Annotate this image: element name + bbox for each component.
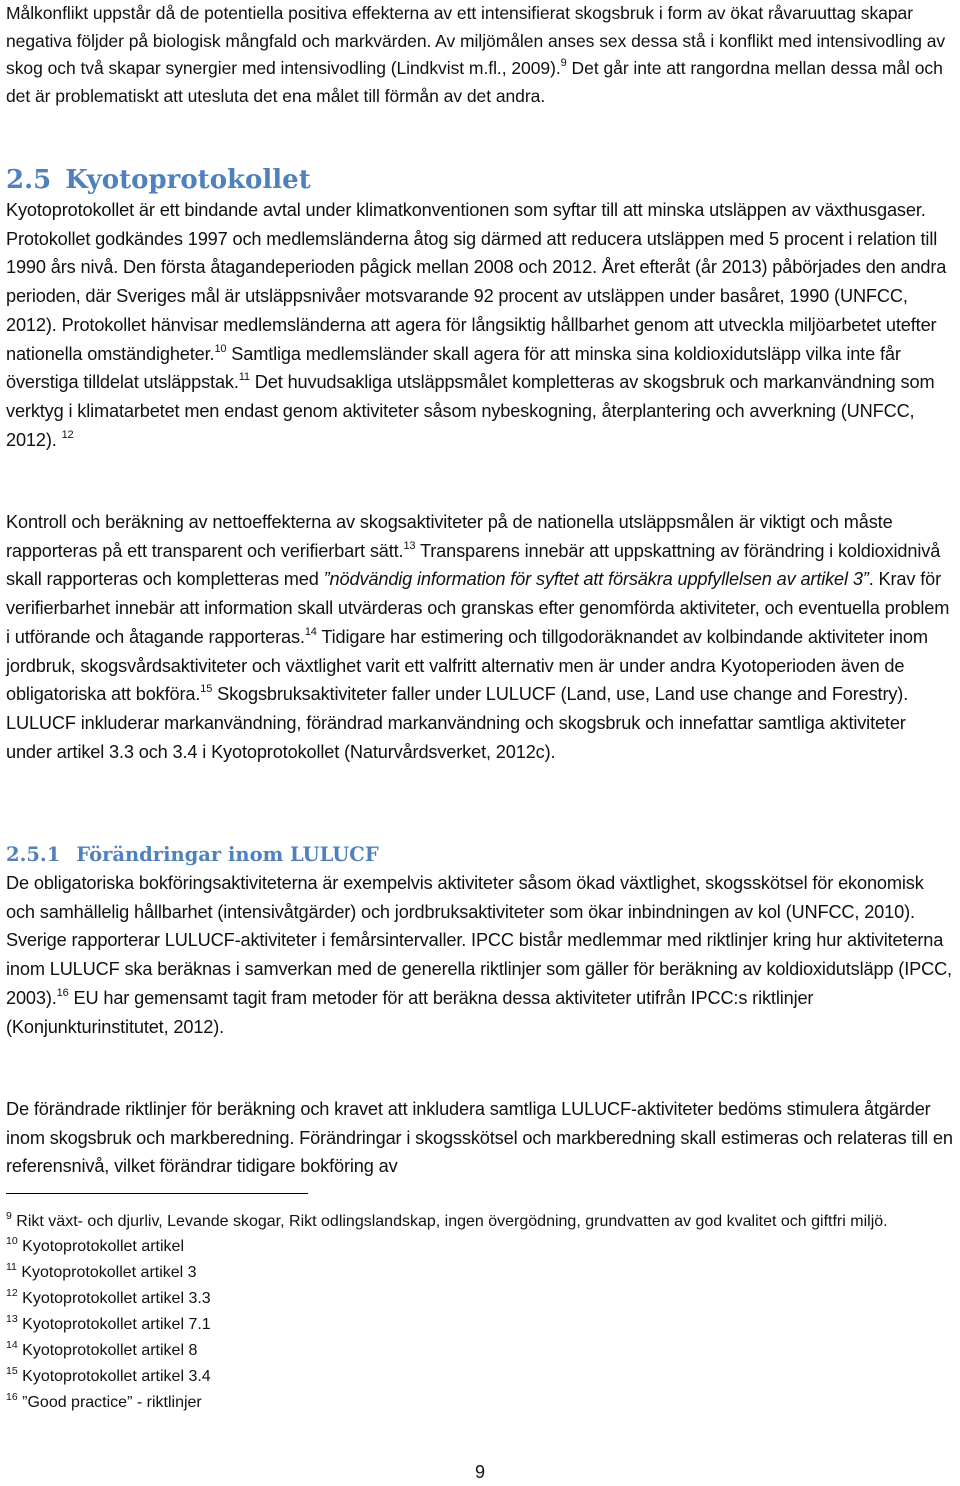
footnote-text: Kyotoprotokollet artikel 3.3 xyxy=(22,1290,211,1307)
section-paragraph-2 xyxy=(6,508,956,766)
footnote-number: 9 xyxy=(6,1210,12,1222)
paragraph-text: Det huvudsakliga utsläppsmålet kompletteras av skogsbruk och markanvändning som verktyg i klimatarbetet men endast genom aktiviteter såsom nybeskogning, återplantering och avverkning (UNFCC, 2012). xyxy=(6,372,935,450)
section-title: Kyotoprotokollet xyxy=(65,165,311,195)
section-number: 2.5 xyxy=(6,165,52,195)
footnote-ref-9[interactable]: 9 xyxy=(560,57,567,70)
paragraph-text: Samtliga medlemsländer skall agera för att minska sina koldioxidutsläpp vilka inte får överstiga tilldelat utsläppstak. xyxy=(6,343,901,393)
quoted-phrase: ”nödvändig information för syftet att försäkra uppfyllelsen av artikel 3” xyxy=(323,569,869,590)
paragraph-text: Tidigare har estimering och tillgodoräknandet av kolbindande aktiviteter inom jordbruk, skogsvårdsaktiviteter och växtlighet varit ett valfritt alternativ men är under andra Kyotoperioden även de obligatoriska att bokföra. xyxy=(6,626,928,705)
footnote-16 xyxy=(6,1390,956,1416)
subsection-title: Förändringar inom LULUCF xyxy=(76,843,379,866)
paragraph-text: . Krav för verifierbarhet innebär att information skall utvärderas och granskas efter genomförda aktiviteter, och eventuella problem i utförande och åtagande rapporteras. xyxy=(6,569,950,647)
footnote-text: Kyotoprotokollet artikel xyxy=(22,1238,184,1255)
footnotes xyxy=(6,1209,956,1416)
footnote-text: Rikt växt- och djurliv, Levande skogar, Rikt odlingslandskap, ingen övergödning, grundvatten av god kvalitet och giftfri miljö. xyxy=(16,1213,888,1230)
section-heading xyxy=(6,164,311,196)
footnote-ref-14[interactable]: 14 xyxy=(304,625,317,638)
paragraph-text: EU har gemensamt tagit fram metoder för att beräkna dessa aktiviteter utifrån IPCC:s riktlinjer (Konjunkturinstitutet, 2012). xyxy=(6,987,814,1037)
subsection-number: 2.5.1 xyxy=(6,843,61,866)
subsection-paragraph-1 xyxy=(6,869,956,1041)
footnote-number: 10 xyxy=(6,1235,18,1247)
footnote-15 xyxy=(6,1364,956,1390)
footnote-13 xyxy=(6,1312,956,1338)
footnote-number: 13 xyxy=(6,1313,18,1325)
footnote-9 xyxy=(6,1209,956,1234)
paragraph-text: Kontroll och beräkning av nettoeffekterna av skogsaktiviteter på de nationella utsläppsmålen är viktigt och måste rapporteras på ett transparent och verifierbart sätt. xyxy=(6,512,893,561)
footnote-separator xyxy=(6,1193,308,1194)
footnote-ref-16[interactable]: 16 xyxy=(56,986,69,999)
footnote-11 xyxy=(6,1260,956,1286)
footnote-number: 11 xyxy=(6,1261,17,1273)
intro-paragraph xyxy=(6,0,951,110)
subsection-heading xyxy=(6,841,379,869)
footnote-number: 12 xyxy=(6,1287,18,1299)
footnote-number: 15 xyxy=(6,1365,18,1377)
footnote-12 xyxy=(6,1286,956,1312)
footnote-text: Kyotoprotokollet artikel 8 xyxy=(22,1342,198,1359)
footnote-14 xyxy=(6,1338,956,1364)
intro-text-cont: Det går inte att rangordna mellan dessa mål och det är problematiskt att utesluta det ena målet till förmån av det andra. xyxy=(6,58,943,106)
footnote-text: Kyotoprotokollet artikel 3.4 xyxy=(22,1368,211,1385)
footnote-ref-12[interactable]: 12 xyxy=(61,428,74,441)
section-paragraph-1 xyxy=(6,196,956,454)
footnote-ref-10[interactable]: 10 xyxy=(214,342,227,355)
subsection-paragraph-2: De förändrade riktlinjer för beräkning och kravet att inkludera samtliga LULUCF-aktiviteter bedöms stimulera åtgärder inom skogsbruk och markberedning. Förändringar i skogsskötsel och markberedning skall estimeras och relateras till en referensnivå, vilket förändrar tidigare bokföring av xyxy=(6,1099,953,1177)
footnote-text: Kyotoprotokollet artikel 3 xyxy=(21,1264,197,1281)
page-number: 9 xyxy=(474,1462,485,1482)
footnote-ref-13[interactable]: 13 xyxy=(403,539,416,552)
intro-text: Målkonflikt uppstår då de potentiella positiva effekterna av ett intensifierat skogsbruk i form av ökat råvaruuttag skapar negativa följder på biologisk mångfald och markvärden. Av miljömålen anses sex dessa stå i konflikt med intensivodling av skog och två skapar synergier med intensivodling (Lindkvist m.fl., 2009). xyxy=(6,3,946,79)
footnote-number: 14 xyxy=(6,1339,18,1351)
footnote-10 xyxy=(6,1234,956,1260)
paragraph-text: Kyotoprotokollet är ett bindande avtal under klimatkonventionen som syftar till att minska utsläppen av växthusgaser. Protokollet godkändes 1997 och medlemsländerna åtog sig därmed att reducera utsläppen med 5 procent i relation till 1990 års nivå. Den första åtagandeperioden pågick mellan 2008 och 2012. Året efteråt (år 2013) påbörjades den andra perioden, där Sveriges mål är utsläppsnivåer motsvarande 92 procent av utsläppen under basåret, 1990 (UNFCC, 2012). Protokollet hänvisar medlemsländerna att agera för långsiktig hållbarhet genom att utveckla miljöarbetet utefter nationella omständigheter. xyxy=(6,200,947,364)
footnote-number: 16 xyxy=(6,1391,18,1403)
paragraph-text: Transparens innebär att uppskattning av förändring i koldioxidnivå skall rapporteras och kompletteras med xyxy=(6,540,941,590)
paragraph-text: Skogsbruksaktiviteter faller under LULUCF (Land, use, Land use change and Forestry). LULUCF inkluderar markanvändning, förändrad markanvändning och skogsbruk och innefattar samtliga aktiviteter under artikel 3.3 och 3.4 i Kyotoprotokollet (Naturvårdsverket, 2012c). xyxy=(6,684,909,762)
footnote-text: Kyotoprotokollet artikel 7.1 xyxy=(22,1316,211,1333)
footnote-ref-15[interactable]: 15 xyxy=(200,683,213,696)
footnote-text: ”Good practice” - riktlinjer xyxy=(22,1394,202,1411)
paragraph-text: De obligatoriska bokföringsaktiviteterna är exempelvis aktiviteter såsom ökad växtlighet, skogsskötsel för ekonomisk och samhällelig hållbarhet (intensivåtgärder) och jordbruksaktiviteter som ökar inbindningen av kol (UNFCC, 2010). Sverige rapporterar LULUCF-aktiviteter i femårsintervaller. IPCC bistår medlemmar med riktlinjer kring hur aktiviteterna inom LULUCF ska beräknas i samverkan med de generella riktlinjer som gäller för beräkning av koldioxidutsläpp (IPCC, 2003). xyxy=(6,873,952,1008)
footnote-ref-11[interactable]: 11 xyxy=(238,371,250,384)
